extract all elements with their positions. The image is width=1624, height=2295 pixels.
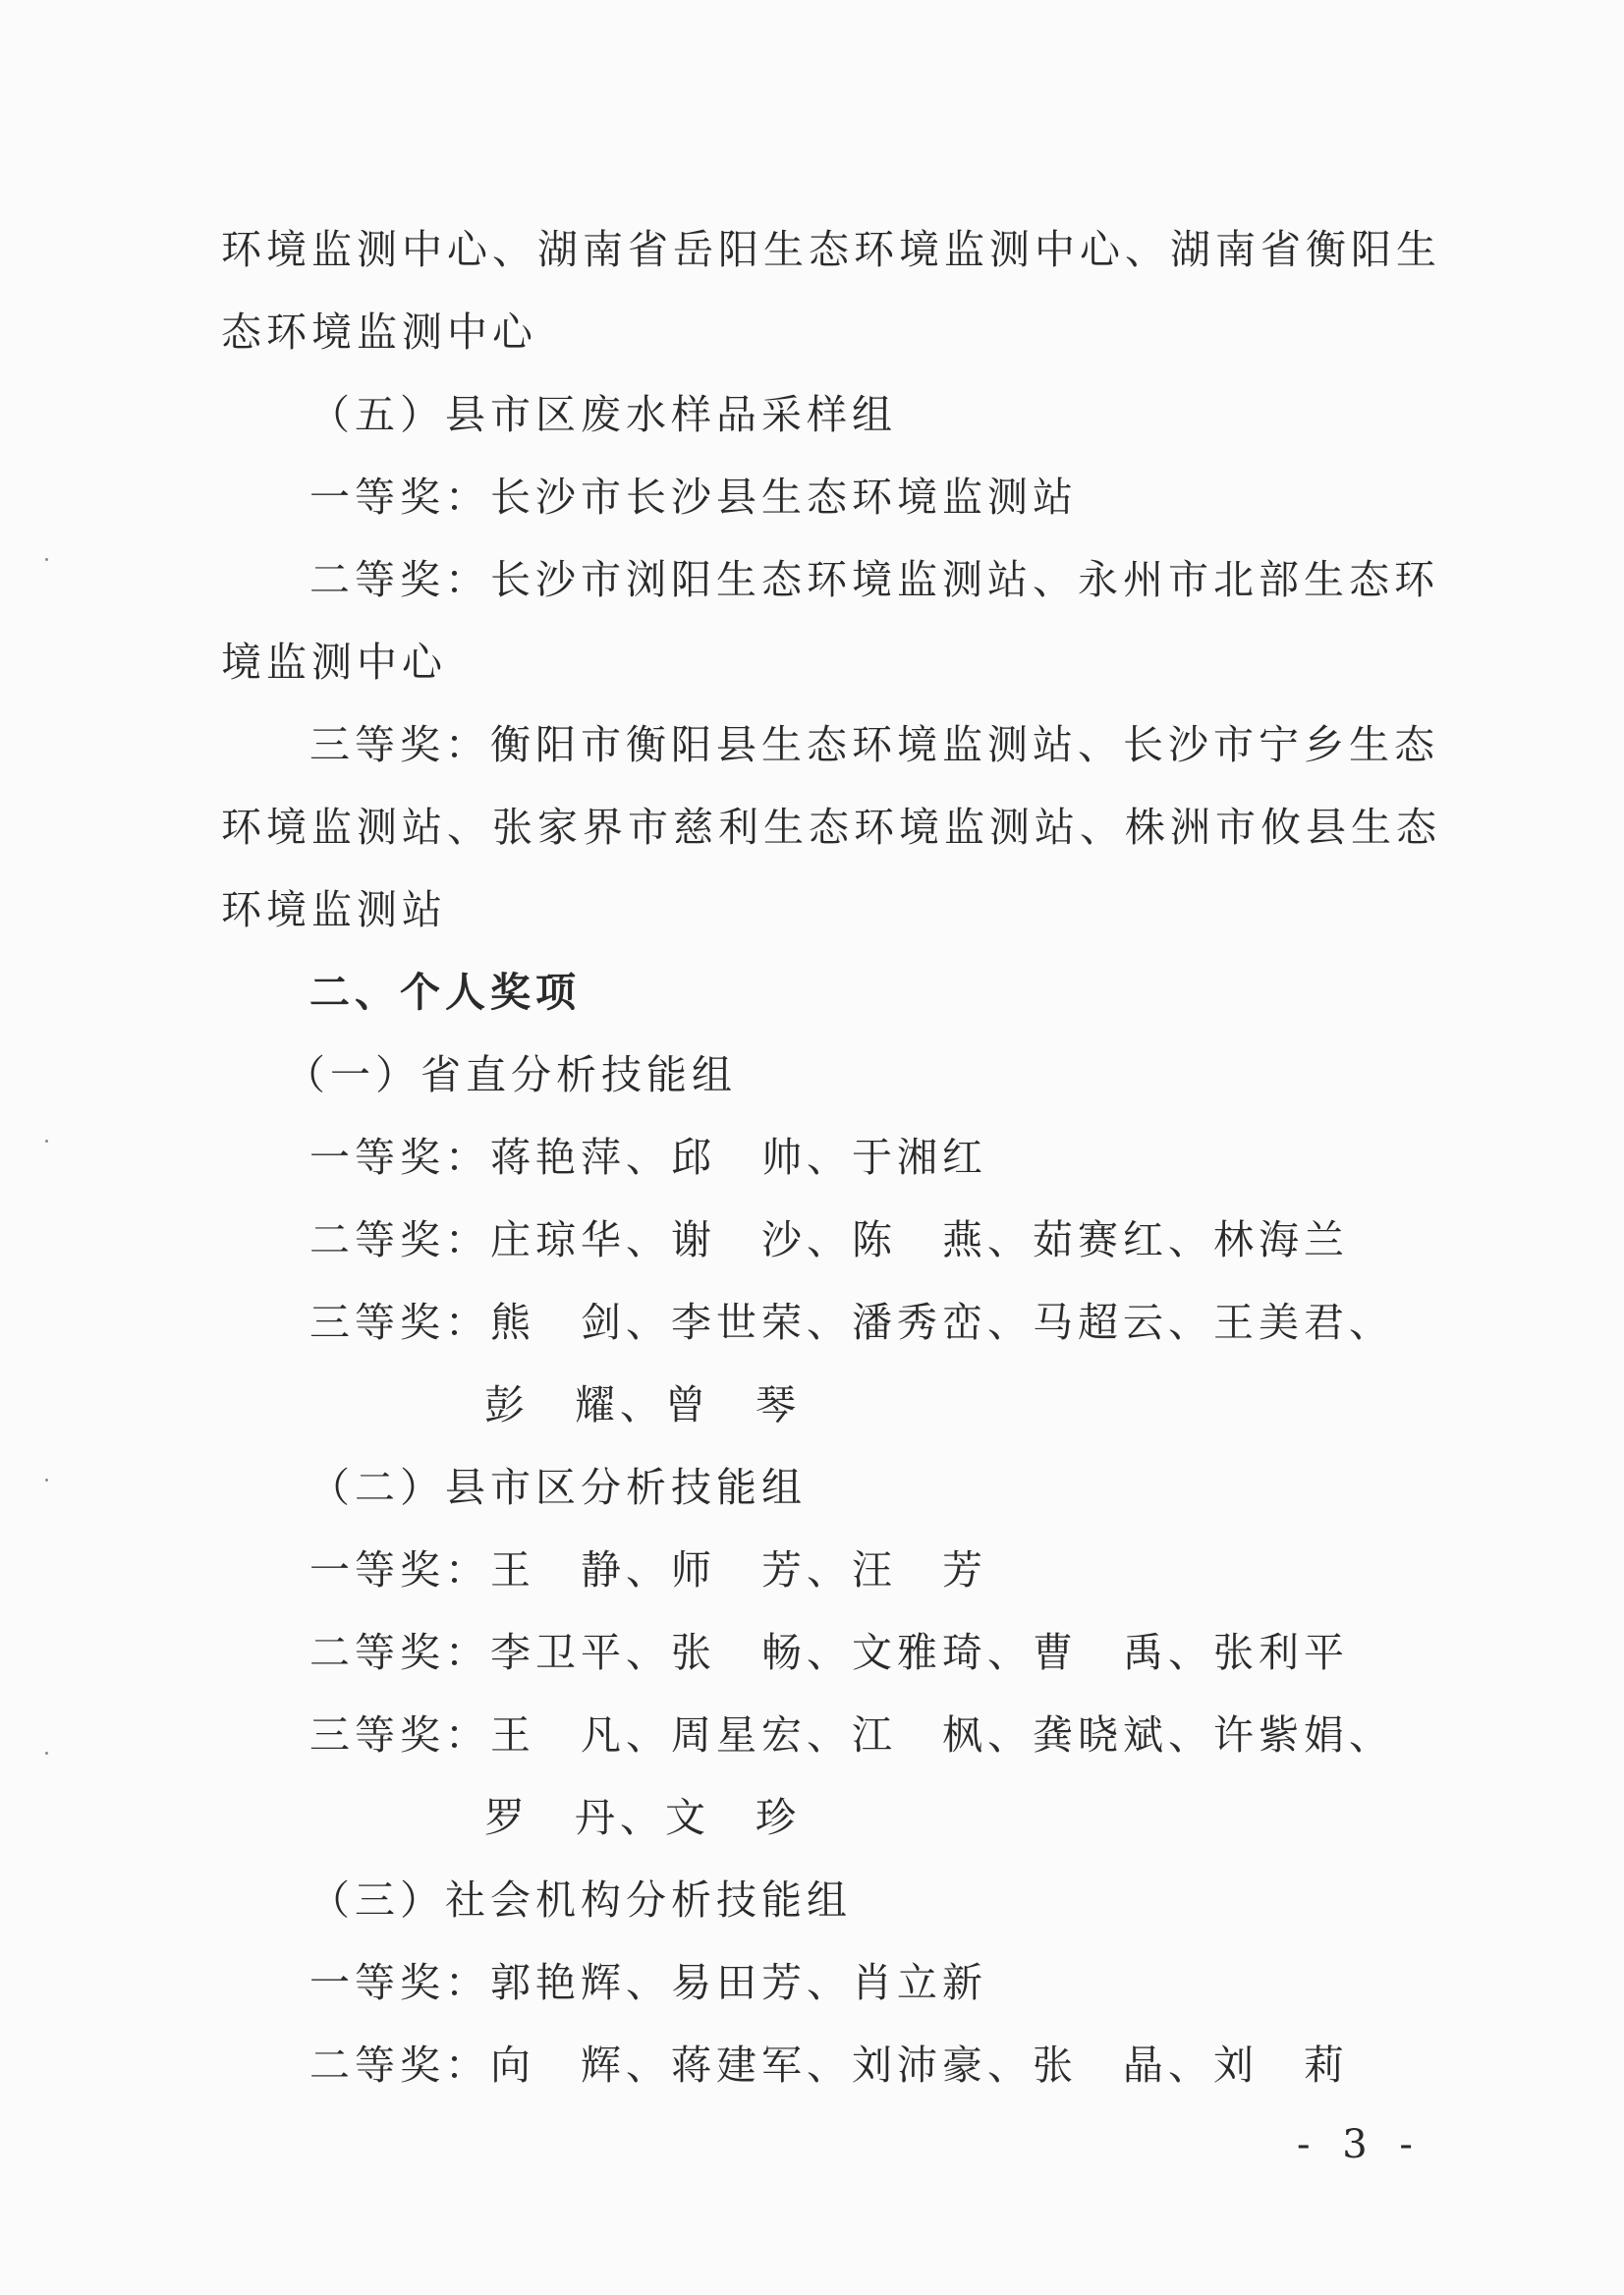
- award-line: 二等奖：向 辉、蒋建军、刘沛豪、张 晶、刘 莉: [309, 2042, 1349, 2089]
- margin-mark: [45, 1479, 48, 1482]
- award-line: 二等奖：李卫平、张 畅、文雅琦、曹 禹、张利平: [309, 1629, 1349, 1676]
- margin-mark: [45, 1140, 48, 1143]
- award-line: 三等奖：熊 剑、李世荣、潘秀峦、马超云、王美君、: [309, 1299, 1394, 1346]
- award-line-continuation: 环境监测站、张家界市慈利生态环境监测站、株洲市攸县生态: [221, 804, 1441, 851]
- award-line: 一等奖：郭艳辉、易田芳、肖立新: [309, 1959, 987, 2006]
- subsection-heading: （五）县市区废水样品采样组: [309, 391, 897, 438]
- award-line: 三等奖：王 凡、周星宏、江 枫、龚晓斌、许紫娟、: [309, 1711, 1394, 1759]
- award-line-continuation: 罗 丹、文 珍: [484, 1794, 801, 1841]
- page-number: - 3 -: [1297, 2122, 1423, 2167]
- award-line-continuation: 环境监测站: [221, 886, 447, 933]
- subsection-heading: （二）县市区分析技能组: [309, 1464, 807, 1511]
- paragraph-line: 环境监测中心、湖南省岳阳生态环境监测中心、湖南省衡阳生: [221, 226, 1441, 273]
- award-line-continuation: 彭 耀、曾 琴: [484, 1381, 801, 1428]
- margin-mark: [45, 1752, 48, 1755]
- award-line-continuation: 境监测中心: [221, 639, 447, 686]
- award-line: 三等奖：衡阳市衡阳县生态环境监测站、长沙市宁乡生态: [309, 721, 1439, 768]
- margin-mark: [45, 558, 48, 561]
- award-line: 一等奖：长沙市长沙县生态环境监测站: [309, 474, 1078, 521]
- subsection-heading: （一）省直分析技能组: [285, 1051, 737, 1098]
- award-line: 一等奖：蒋艳萍、邱 帅、于湘红: [309, 1134, 987, 1181]
- section-heading: 二、个人奖项: [309, 969, 581, 1016]
- award-line: 二等奖：长沙市浏阳生态环境监测站、永州市北部生态环: [309, 556, 1439, 603]
- subsection-heading: （三）社会机构分析技能组: [309, 1876, 852, 1924]
- award-line: 二等奖：庄琼华、谢 沙、陈 燕、茹赛红、林海兰: [309, 1216, 1349, 1263]
- paragraph-line: 态环境监测中心: [221, 308, 537, 356]
- award-line: 一等奖：王 静、师 芳、汪 芳: [309, 1546, 987, 1594]
